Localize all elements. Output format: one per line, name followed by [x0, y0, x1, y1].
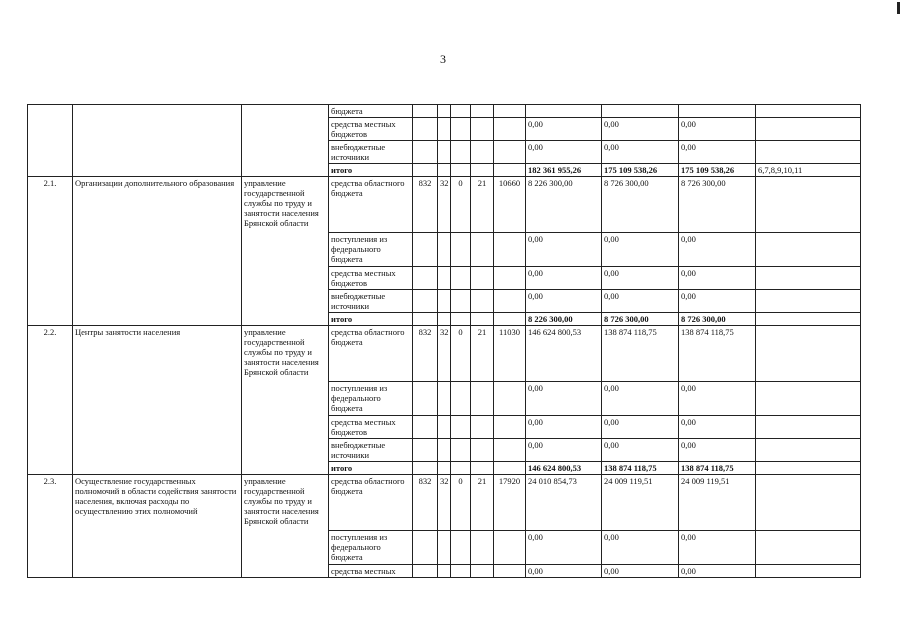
- cell-code: 11030: [494, 326, 526, 382]
- cell-amount: 0,00: [679, 565, 756, 578]
- cell-amount: 0,00: [526, 565, 602, 578]
- cell-code: 32: [438, 177, 451, 233]
- cell-amount: 0,00: [526, 233, 602, 267]
- cell-source: внебюджетные источники: [329, 439, 413, 462]
- cell-source: средства местных бюджетов: [329, 267, 413, 290]
- cell-amount: 138 874 118,75: [602, 326, 679, 382]
- cell-amount: 0,00: [679, 267, 756, 290]
- cell-amount: 175 109 538,26: [679, 164, 756, 177]
- cell-source: внебюджетные источники: [329, 290, 413, 313]
- cell-exec: [242, 105, 329, 177]
- cell-amount: 0,00: [526, 141, 602, 164]
- cell-amount: 0,00: [602, 267, 679, 290]
- cell-source: итого: [329, 313, 413, 326]
- cell-code: 832: [413, 475, 438, 531]
- cell-source: средства местных: [329, 565, 413, 578]
- cell-amount: 138 874 118,75: [602, 462, 679, 475]
- table-row: [28, 475, 861, 531]
- cell-amount: 175 109 538,26: [602, 164, 679, 177]
- cell-amount: 0,00: [526, 267, 602, 290]
- cell-indicators: 6,7,8,9,10,11: [756, 164, 861, 177]
- table-row: [28, 326, 861, 382]
- cell-amount: 0,00: [526, 439, 602, 462]
- cell-code: 0: [451, 475, 471, 531]
- cell-amount: 8 726 300,00: [602, 313, 679, 326]
- cell-amount: 0,00: [679, 382, 756, 416]
- cell-code: 17920: [494, 475, 526, 531]
- cell-amount: 0,00: [602, 382, 679, 416]
- cell-amount: 0,00: [679, 439, 756, 462]
- cell-amount: 24 009 119,51: [679, 475, 756, 531]
- cell-source: поступления из федерального бюджета: [329, 233, 413, 267]
- cell-amount: 24 009 119,51: [602, 475, 679, 531]
- cell-amount: 8 726 300,00: [602, 177, 679, 233]
- cell-source: бюджета: [329, 105, 413, 118]
- cell-amount: 0,00: [679, 141, 756, 164]
- cell-code: 0: [451, 177, 471, 233]
- cell-amount: 0,00: [526, 382, 602, 416]
- cell-amount: 24 010 854,73: [526, 475, 602, 531]
- cell-source: внебюджетные источники: [329, 141, 413, 164]
- cell-amount: 0,00: [602, 416, 679, 439]
- cell-code: 21: [471, 326, 494, 382]
- cell-amount: 0,00: [526, 416, 602, 439]
- cell-amount: 146 624 800,53: [526, 326, 602, 382]
- cell-amount: 0,00: [679, 118, 756, 141]
- cell-code: 21: [471, 177, 494, 233]
- cell-amount: 0,00: [602, 565, 679, 578]
- table-row: [28, 105, 861, 118]
- cell-source: средства областного бюджета: [329, 177, 413, 233]
- cell-amount: 8 226 300,00: [526, 177, 602, 233]
- cell-code: 32: [438, 326, 451, 382]
- cell-name: Центры занятости населения: [73, 326, 242, 475]
- cell-exec: управление государственной службы по труду и занятости населения Брянской области: [242, 326, 329, 475]
- cell-amount: 0,00: [602, 233, 679, 267]
- cell-source: средства областного бюджета: [329, 326, 413, 382]
- cell-name: [73, 105, 242, 177]
- cell-code: 0: [451, 326, 471, 382]
- cell-source: средства местных бюджетов: [329, 416, 413, 439]
- cell-code: 832: [413, 177, 438, 233]
- cell-exec: управление государственной службы по труду и занятости населения Брянской области: [242, 177, 329, 326]
- cell-amount: 0,00: [679, 233, 756, 267]
- cell-amount: 0,00: [679, 531, 756, 565]
- cell-num: 2.2.: [28, 326, 73, 475]
- cell-amount: 138 874 118,75: [679, 326, 756, 382]
- edge-mark: [897, 2, 900, 14]
- cell-name: Осуществление государственных полномочий в области содействия занятости населения, включая расходы по осуществлению этих полномочий: [73, 475, 242, 578]
- cell-code: 10660: [494, 177, 526, 233]
- cell-code: 32: [438, 475, 451, 531]
- cell-amount: 0,00: [526, 531, 602, 565]
- cell-amount: 0,00: [602, 439, 679, 462]
- cell-amount: 0,00: [602, 290, 679, 313]
- cell-source: итого: [329, 164, 413, 177]
- cell-source: итого: [329, 462, 413, 475]
- cell-amount: 8 726 300,00: [679, 313, 756, 326]
- cell-source: поступления из федерального бюджета: [329, 531, 413, 565]
- table-row: [28, 177, 861, 233]
- budget-table: [27, 104, 861, 578]
- cell-amount: 8 226 300,00: [526, 313, 602, 326]
- cell-amount: 0,00: [679, 416, 756, 439]
- cell-source: поступления из федерального бюджета: [329, 382, 413, 416]
- cell-amount: 0,00: [602, 118, 679, 141]
- cell-num: [28, 105, 73, 177]
- cell-source: средства областного бюджета: [329, 475, 413, 531]
- cell-code: 832: [413, 326, 438, 382]
- cell-name: Организации дополнительного образования: [73, 177, 242, 326]
- cell-amount: 8 726 300,00: [679, 177, 756, 233]
- cell-amount: 146 624 800,53: [526, 462, 602, 475]
- cell-source: средства местных бюджетов: [329, 118, 413, 141]
- cell-amount: 0,00: [679, 290, 756, 313]
- page-number: 3: [440, 52, 446, 66]
- cell-amount: 0,00: [526, 118, 602, 141]
- cell-amount: 0,00: [602, 531, 679, 565]
- cell-amount: 182 361 955,26: [526, 164, 602, 177]
- cell-num: 2.1.: [28, 177, 73, 326]
- cell-num: 2.3.: [28, 475, 73, 578]
- cell-amount: 0,00: [602, 141, 679, 164]
- cell-amount: 0,00: [526, 290, 602, 313]
- cell-code: 21: [471, 475, 494, 531]
- cell-amount: 138 874 118,75: [679, 462, 756, 475]
- cell-exec: управление государственной службы по труду и занятости населения Брянской области: [242, 475, 329, 578]
